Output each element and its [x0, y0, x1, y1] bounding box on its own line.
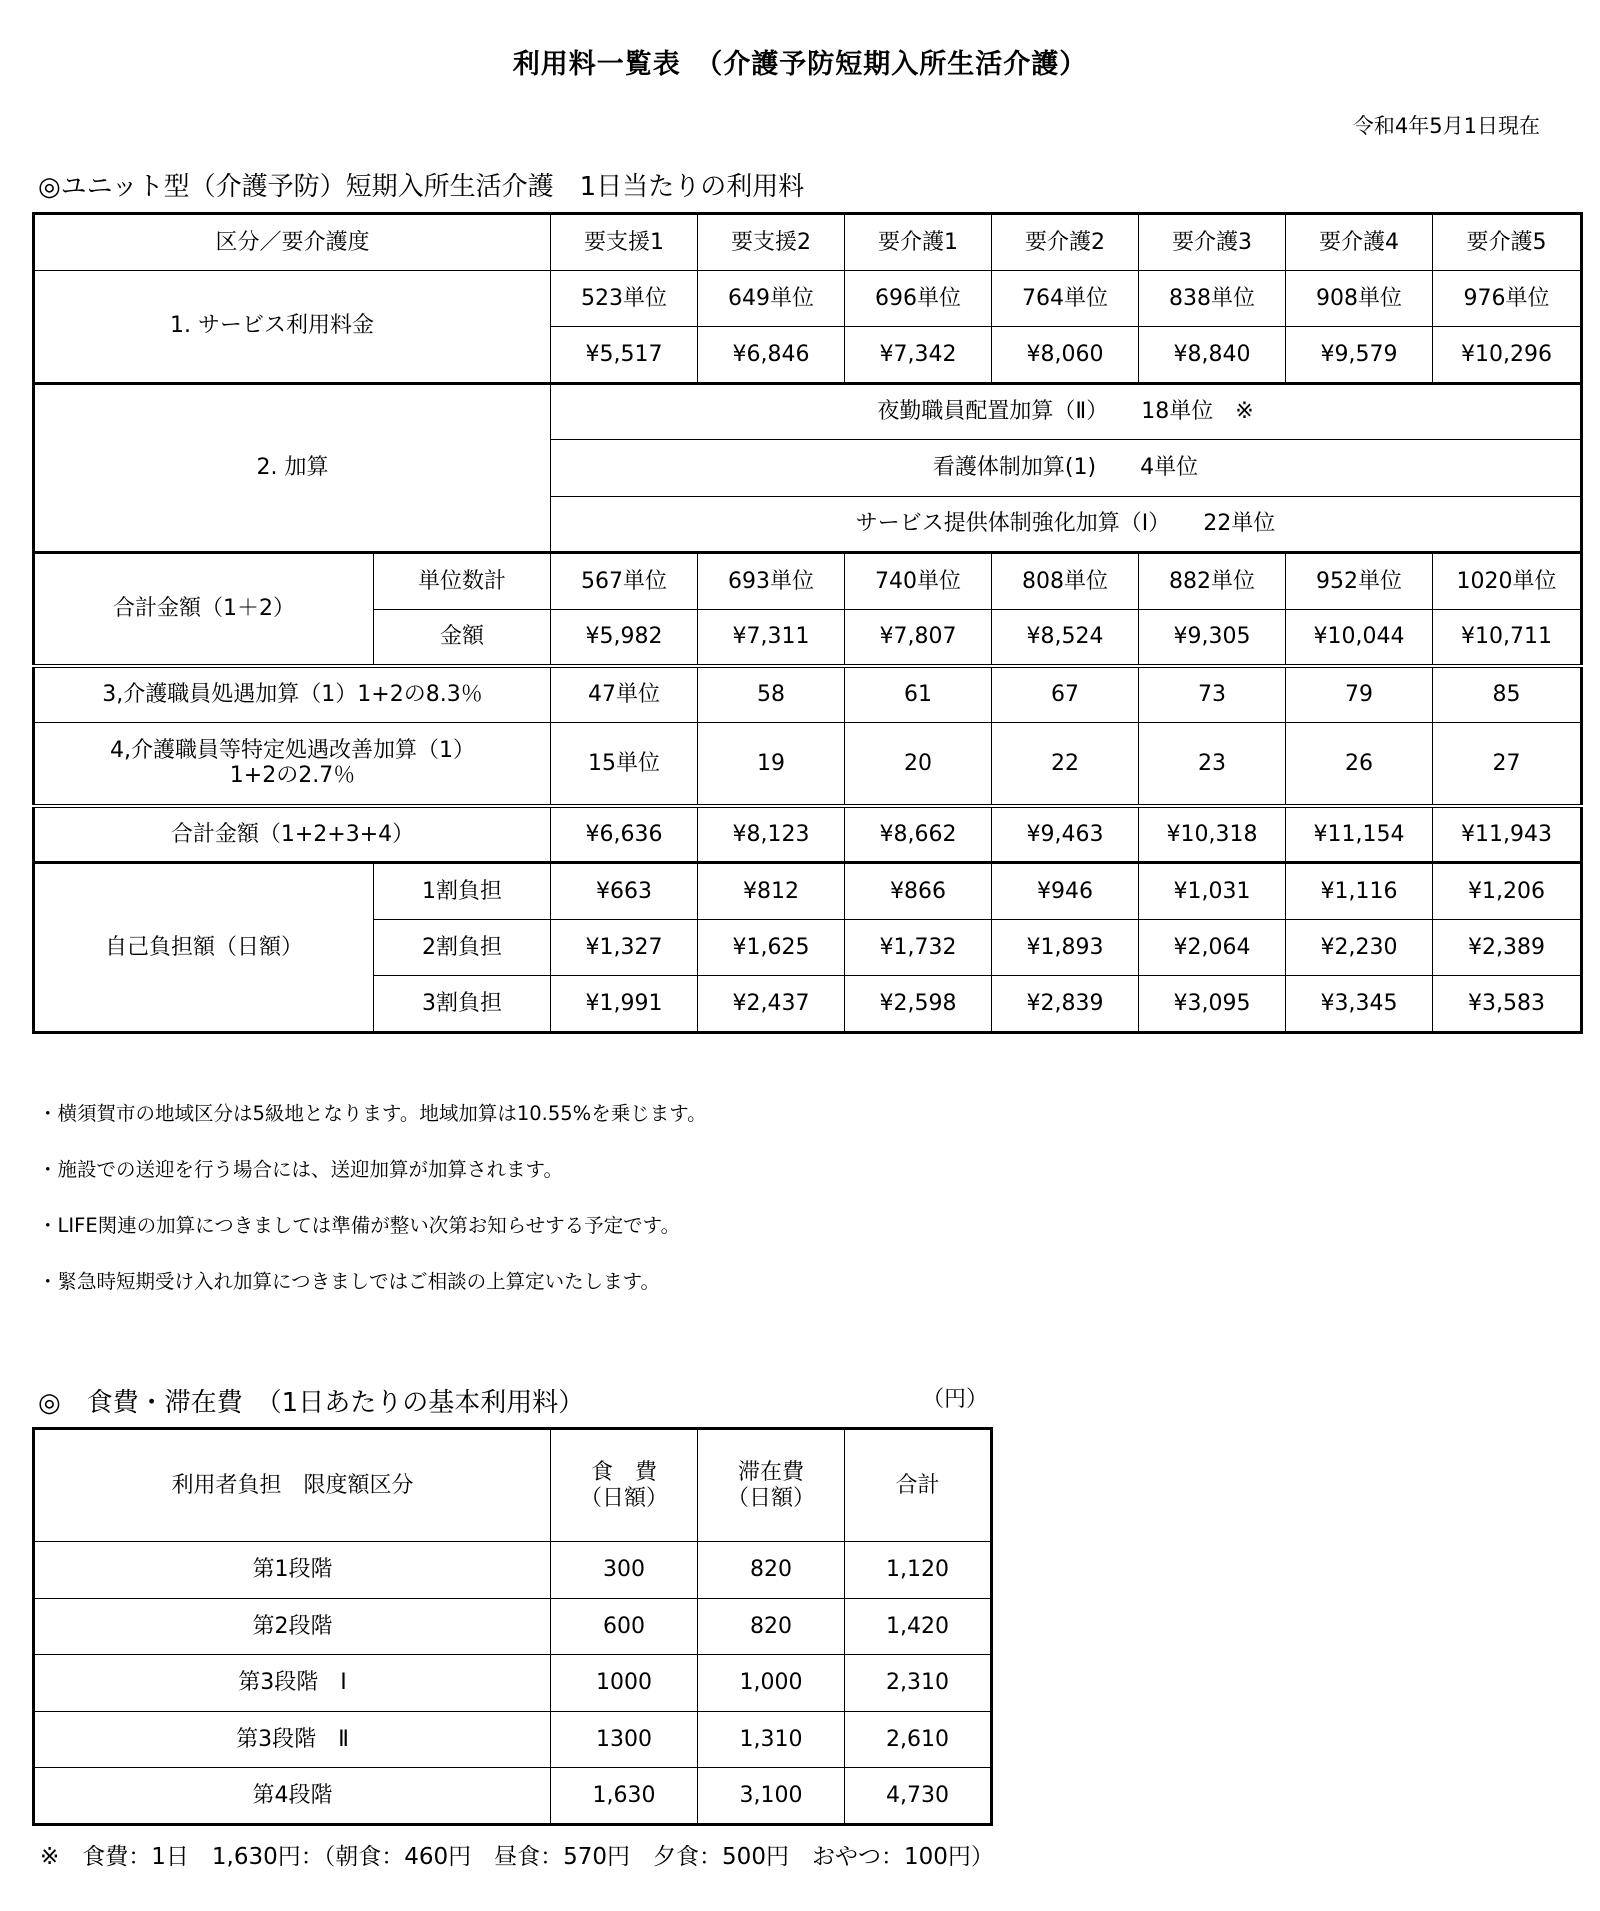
stay-cell: 820: [698, 1598, 845, 1655]
self-pay-row: [34, 863, 1582, 920]
addition-item: 夜勤職員配置加算（Ⅱ） 18単位 ※: [551, 383, 1582, 440]
yen-cell: ¥8,524: [992, 609, 1139, 666]
yen-cell: ¥8,840: [1139, 327, 1286, 384]
level-header: 要介護2: [992, 214, 1139, 271]
value-cell: 20: [845, 722, 992, 806]
units-cell: 952単位: [1286, 553, 1433, 610]
yen-cell: ¥3,583: [1433, 976, 1582, 1033]
meal-header: 食 費 （日額）: [551, 1429, 698, 1542]
notes-list: [38, 1098, 707, 1322]
value-cell: 23: [1139, 722, 1286, 806]
care-staff-addition-row: [34, 666, 1582, 723]
yen-cell: ¥1,732: [845, 919, 992, 976]
yen-cell: ¥5,982: [551, 609, 698, 666]
meal-stay-header-row: [34, 1429, 992, 1542]
value-cell: 26: [1286, 722, 1433, 806]
value-cell: 58: [698, 666, 845, 723]
total-cell: 4,730: [845, 1768, 992, 1825]
fee-table: [32, 212, 1583, 1034]
care-staff-addition-label: 3,介護職員処遇加算（1）1+2の8.3％: [34, 666, 551, 723]
total-header: 合計: [845, 1429, 992, 1542]
value-cell: 19: [698, 722, 845, 806]
yen-cell: ¥3,345: [1286, 976, 1433, 1033]
yen-cell: ¥11,943: [1433, 806, 1582, 863]
units-cell: 740単位: [845, 553, 992, 610]
meal-cell: 1000: [551, 1655, 698, 1712]
units-cell: 693単位: [698, 553, 845, 610]
section2-heading-row: [38, 1382, 988, 1419]
note-item: ・LIFE関連の加算につきましては準備が整い次第お知らせする予定です。: [38, 1214, 681, 1237]
addition-row: [34, 383, 1582, 440]
value-cell: 22: [992, 722, 1139, 806]
yen-cell: ¥8,123: [698, 806, 845, 863]
meal-stay-table: [32, 1427, 993, 1826]
amount-label: 金額: [374, 609, 551, 666]
additions-label: 2. 加算: [34, 383, 551, 553]
self-pay-rate: 3割負担: [374, 976, 551, 1033]
total-cell: 2,310: [845, 1655, 992, 1712]
total12-units-row: [34, 553, 1582, 610]
total12-label: 合計金額（1＋2）: [34, 553, 374, 666]
value-cell: 79: [1286, 666, 1433, 723]
yen-cell: ¥1,893: [992, 919, 1139, 976]
category-header: 区分／要介護度: [34, 214, 551, 271]
service-fee-units-row: [34, 270, 1582, 327]
yen-cell: ¥2,230: [1286, 919, 1433, 976]
yen-cell: ¥10,711: [1433, 609, 1582, 666]
units-cell: 764単位: [992, 270, 1139, 327]
units-cell: 908単位: [1286, 270, 1433, 327]
self-pay-rate: 2割負担: [374, 919, 551, 976]
level-header: 要支援1: [551, 214, 698, 271]
yen-cell: ¥7,311: [698, 609, 845, 666]
stay-cell: 820: [698, 1542, 845, 1599]
self-pay-label: 自己負担額（日額）: [34, 863, 374, 1033]
stage-label: 第4段階: [34, 1768, 551, 1825]
level-header: 要介護1: [845, 214, 992, 271]
addition-item: 看護体制加算(1) 4単位: [551, 440, 1582, 497]
yen-cell: ¥5,517: [551, 327, 698, 384]
total-cell: 1,120: [845, 1542, 992, 1599]
yen-cell: ¥11,154: [1286, 806, 1433, 863]
units-cell: 838単位: [1139, 270, 1286, 327]
section2-heading: ◎ 食費・滞在費 （1日あたりの基本利用料）: [38, 1388, 585, 1418]
value-cell: 67: [992, 666, 1139, 723]
stage-label: 第1段階: [34, 1542, 551, 1599]
meal-cell: 1,630: [551, 1768, 698, 1825]
addition-item: サービス提供体制強化加算（Ⅰ） 22単位: [551, 496, 1582, 553]
yen-cell: ¥10,318: [1139, 806, 1286, 863]
yen-cell: ¥2,389: [1433, 919, 1582, 976]
yen-cell: ¥1,031: [1139, 863, 1286, 920]
note-item: ・横須賀市の地域区分は5級地となります。地域加算は10.55%を乗じます。: [38, 1102, 707, 1125]
section1-heading: ◎ユニット型（介護予防）短期入所生活介護 1日当たりの利用料: [38, 172, 805, 202]
yen-cell: ¥812: [698, 863, 845, 920]
units-cell: 808単位: [992, 553, 1139, 610]
yen-cell: ¥946: [992, 863, 1139, 920]
yen-cell: ¥1,206: [1433, 863, 1582, 920]
meal-cell: 300: [551, 1542, 698, 1599]
stage-row: [34, 1542, 992, 1599]
units-cell: 567単位: [551, 553, 698, 610]
yen-cell: ¥9,579: [1286, 327, 1433, 384]
yen-cell: ¥9,463: [992, 806, 1139, 863]
value-cell: 27: [1433, 722, 1582, 806]
as-of-date: 令和4年5月1日現在: [1352, 114, 1540, 138]
stage-label: 第3段階 Ⅰ: [34, 1655, 551, 1712]
stay-cell: 1,310: [698, 1711, 845, 1768]
service-fee-label: 1. サービス利用料金: [34, 270, 551, 383]
note-item: ・緊急時短期受け入れ加算につきましではご相談の上算定いたします。: [38, 1270, 661, 1293]
level-header: 要介護4: [1286, 214, 1433, 271]
page-title: 利用料一覧表 （介護予防短期入所生活介護）: [512, 49, 1088, 80]
stage-row: [34, 1768, 992, 1825]
total-cell: 2,610: [845, 1711, 992, 1768]
stage-row: [34, 1655, 992, 1712]
yen-cell: ¥1,327: [551, 919, 698, 976]
total1234-row: [34, 806, 1582, 863]
units-cell: 1020単位: [1433, 553, 1582, 610]
units-cell: 976単位: [1433, 270, 1582, 327]
self-pay-rate: 1割負担: [374, 863, 551, 920]
stage-label: 第2段階: [34, 1598, 551, 1655]
units-cell: 696単位: [845, 270, 992, 327]
specific-improvement-label: 4,介護職員等特定処遇改善加算（1） 1+2の2.7％: [34, 722, 551, 806]
yen-cell: ¥1,625: [698, 919, 845, 976]
total1234-label: 合計金額（1+2+3+4）: [34, 806, 551, 863]
stage-label: 第3段階 Ⅱ: [34, 1711, 551, 1768]
yen-cell: ¥6,636: [551, 806, 698, 863]
yen-cell: ¥866: [845, 863, 992, 920]
yen-cell: ¥8,060: [992, 327, 1139, 384]
stay-header: 滞在費 （日額）: [698, 1429, 845, 1542]
level-header-row: [34, 214, 1582, 271]
units-cell: 649単位: [698, 270, 845, 327]
meal-cell: 1300: [551, 1711, 698, 1768]
yen-cell: ¥8,662: [845, 806, 992, 863]
value-cell: 61: [845, 666, 992, 723]
stay-cell: 1,000: [698, 1655, 845, 1712]
note-item: ・施設での送迎を行う場合には、送迎加算が加算されます。: [38, 1158, 563, 1181]
meal-cell: 600: [551, 1598, 698, 1655]
stay-cell: 3,100: [698, 1768, 845, 1825]
level-header: 要介護3: [1139, 214, 1286, 271]
yen-cell: ¥7,342: [845, 327, 992, 384]
stage-row: [34, 1598, 992, 1655]
level-header: 要支援2: [698, 214, 845, 271]
yen-cell: ¥663: [551, 863, 698, 920]
yen-cell: ¥7,807: [845, 609, 992, 666]
yen-cell: ¥1,116: [1286, 863, 1433, 920]
value-cell: 73: [1139, 666, 1286, 723]
level-header: 要介護5: [1433, 214, 1582, 271]
value-cell: 47単位: [551, 666, 698, 723]
units-cell: 523単位: [551, 270, 698, 327]
yen-cell: ¥9,305: [1139, 609, 1286, 666]
units-total-label: 単位数計: [374, 553, 551, 610]
total-cell: 1,420: [845, 1598, 992, 1655]
yen-cell: ¥2,437: [698, 976, 845, 1033]
value-cell: 85: [1433, 666, 1582, 723]
yen-cell: ¥3,095: [1139, 976, 1286, 1033]
yen-cell: ¥2,064: [1139, 919, 1286, 976]
specific-improvement-row: [34, 722, 1582, 806]
currency-unit: （円）: [921, 1387, 988, 1412]
yen-cell: ¥2,839: [992, 976, 1139, 1033]
stage-row: [34, 1711, 992, 1768]
meal-footnote: ※ 食費：1日 1,630円：（朝食：460円 昼食：570円 夕食：500円 おやつ：100円）: [40, 1844, 994, 1870]
units-cell: 882単位: [1139, 553, 1286, 610]
yen-cell: ¥10,044: [1286, 609, 1433, 666]
yen-cell: ¥10,296: [1433, 327, 1582, 384]
yen-cell: ¥6,846: [698, 327, 845, 384]
yen-cell: ¥1,991: [551, 976, 698, 1033]
limit-category-header: 利用者負担 限度額区分: [34, 1429, 551, 1542]
value-cell: 15単位: [551, 722, 698, 806]
yen-cell: ¥2,598: [845, 976, 992, 1033]
